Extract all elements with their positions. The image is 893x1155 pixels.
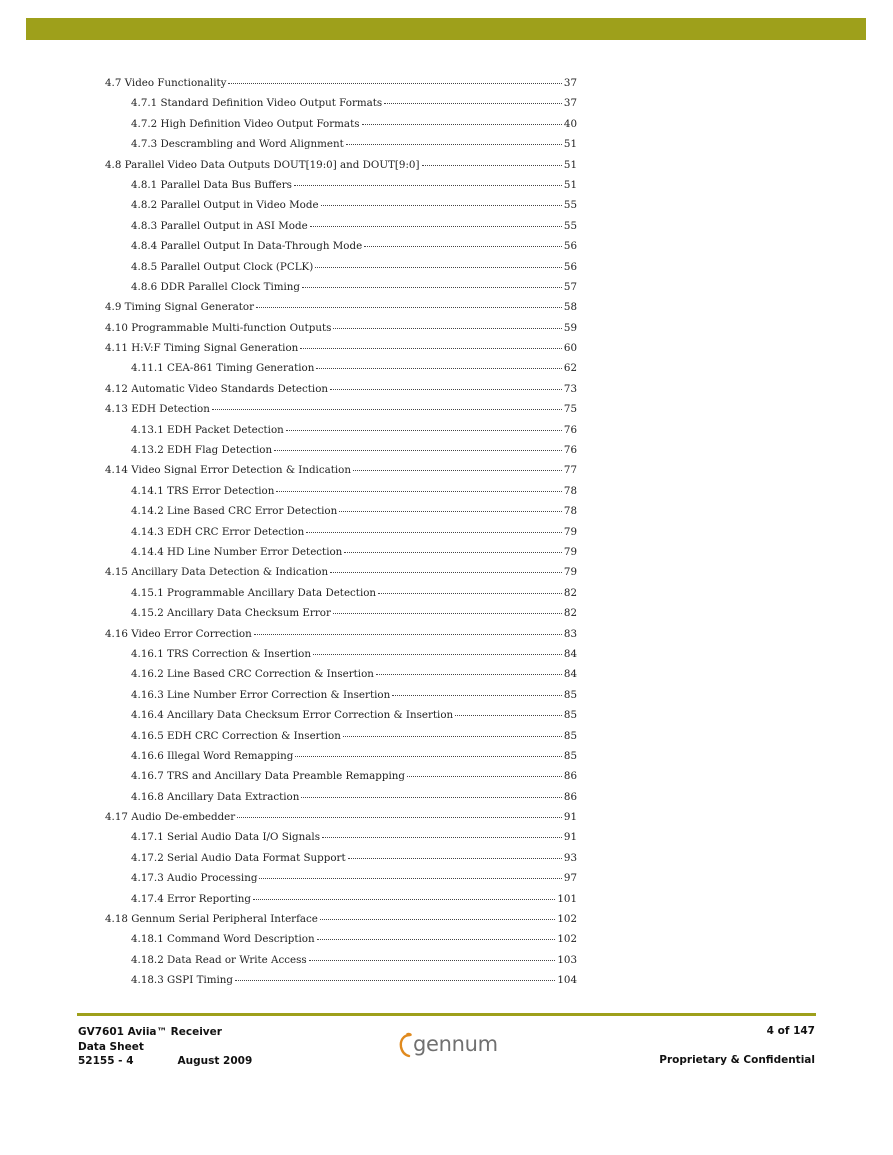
toc-entry-page: 37 xyxy=(563,77,577,89)
toc-entry-page: 103 xyxy=(557,953,577,966)
toc-entry-page: 85 xyxy=(563,688,577,701)
toc-entry-title: 4.16.5 EDH CRC Correction & Insertion xyxy=(131,729,341,742)
toc-entry[interactable] xyxy=(105,562,577,582)
toc-entry-page: 73 xyxy=(563,382,577,395)
toc-entry-title: 4.17 Audio De-embedder xyxy=(105,811,236,824)
toc-leader-dots xyxy=(333,612,562,614)
toc-entry-page: 102 xyxy=(557,933,577,946)
toc-leader-dots xyxy=(339,510,562,512)
toc-entry[interactable] xyxy=(105,522,577,542)
toc-leader-dots xyxy=(330,388,562,390)
toc-leader-dots xyxy=(254,633,562,635)
toc-entry-page: 84 xyxy=(563,647,577,660)
toc-entry[interactable] xyxy=(105,787,577,807)
toc-leader-dots xyxy=(316,367,562,369)
toc-entry-title: 4.8.5 Parallel Output Clock (PCLK) xyxy=(131,260,314,273)
toc-entry[interactable] xyxy=(105,807,577,827)
toc-entry[interactable] xyxy=(105,766,577,786)
toc-entry[interactable] xyxy=(105,501,577,521)
toc-entry[interactable] xyxy=(105,460,577,480)
toc-entry-title: 4.14.1 TRS Error Detection xyxy=(131,484,275,497)
toc-entry-title: 4.14.3 EDH CRC Error Detection xyxy=(131,525,305,538)
toc-leader-dots xyxy=(259,877,561,879)
toc-entry[interactable] xyxy=(105,583,577,603)
toc-leader-dots xyxy=(294,184,562,186)
toc-leader-dots xyxy=(362,123,562,125)
confidentiality-notice: Proprietary & Confidential xyxy=(659,1054,815,1066)
toc-leader-dots xyxy=(212,408,562,410)
toc-entry-page: 97 xyxy=(563,872,577,885)
toc-leader-dots xyxy=(330,571,562,573)
toc-entry[interactable] xyxy=(105,950,577,970)
toc-entry-title: 4.16.3 Line Number Error Correction & Insertion xyxy=(131,688,391,701)
toc-entry[interactable] xyxy=(105,481,577,501)
toc-leader-dots xyxy=(407,775,562,777)
doc-number: 52155 - 4 xyxy=(78,1055,134,1067)
toc-entry-page: 85 xyxy=(563,709,577,722)
toc-entry-title: 4.17.4 Error Reporting xyxy=(131,892,251,905)
toc-entry-page: 79 xyxy=(563,566,577,579)
toc-leader-dots xyxy=(321,204,562,206)
toc-leader-dots xyxy=(322,836,562,838)
header-bar xyxy=(26,18,866,40)
toc-entry-page: 91 xyxy=(563,811,577,824)
toc-entry-page: 51 xyxy=(563,158,577,171)
gennum-logo xyxy=(398,1030,498,1058)
toc-entry-title: 4.7.2 High Definition Video Output Formats xyxy=(131,117,360,130)
toc-entry-page: 58 xyxy=(563,301,577,314)
toc-entry-page: 91 xyxy=(563,831,577,844)
toc-entry-title: 4.7.1 Standard Definition Video Output Formats xyxy=(131,97,383,110)
toc-entry-page: 101 xyxy=(557,892,577,905)
toc-entry-title: 4.17.1 Serial Audio Data I/O Signals xyxy=(131,831,320,844)
toc-leader-dots xyxy=(344,551,562,553)
toc-entry[interactable] xyxy=(105,746,577,766)
toc-entry-page: 56 xyxy=(563,240,577,253)
toc-entry-page: 51 xyxy=(563,178,577,191)
toc-entry-title: 4.8.3 Parallel Output in ASI Mode xyxy=(131,219,308,232)
toc-entry-title: 4.8.2 Parallel Output in Video Mode xyxy=(131,199,319,212)
toc-entry-page: 78 xyxy=(563,484,577,497)
toc-entry-page: 93 xyxy=(563,851,577,864)
toc-leader-dots xyxy=(346,143,562,145)
toc-entry[interactable] xyxy=(105,726,577,746)
toc-entry-page: 59 xyxy=(563,321,577,334)
gennum-swirl-icon xyxy=(398,1032,412,1058)
toc-entry[interactable] xyxy=(105,603,577,623)
toc-entry-title: 4.16.1 TRS Correction & Insertion xyxy=(131,647,311,660)
toc-leader-dots xyxy=(276,490,562,492)
toc-leader-dots xyxy=(455,714,562,716)
toc-entry-title: 4.16 Video Error Correction xyxy=(105,627,252,640)
toc-entry[interactable] xyxy=(105,420,577,440)
toc-leader-dots xyxy=(422,164,562,166)
toc-entry-title: 4.15.1 Programmable Ancillary Data Detection xyxy=(131,586,377,599)
toc-leader-dots xyxy=(300,347,562,349)
toc-entry[interactable] xyxy=(105,379,577,399)
toc-entry-title: 4.18.1 Command Word Description xyxy=(131,933,315,946)
toc-leader-dots xyxy=(364,245,562,247)
toc-entry[interactable] xyxy=(105,236,577,256)
toc-entry-page: 56 xyxy=(563,260,577,273)
toc-entry-page: 57 xyxy=(563,280,577,293)
toc-entry[interactable] xyxy=(105,644,577,664)
toc-entry-title: 4.15.2 Ancillary Data Checksum Error xyxy=(131,607,331,620)
toc-leader-dots xyxy=(295,755,562,757)
toc-leader-dots xyxy=(384,102,562,104)
toc-entry[interactable] xyxy=(105,297,577,317)
toc-entry-title: 4.14.2 Line Based CRC Error Detection xyxy=(131,505,338,518)
toc-entry-page: 76 xyxy=(563,423,577,436)
toc-entry-page: 79 xyxy=(563,545,577,558)
toc-entry[interactable] xyxy=(105,277,577,297)
toc-leader-dots xyxy=(353,469,562,471)
toc-entry[interactable] xyxy=(105,929,577,949)
toc-entry[interactable] xyxy=(105,73,577,93)
toc-entry-page: 55 xyxy=(563,219,577,232)
toc-leader-dots xyxy=(392,694,562,696)
toc-entry-page: 82 xyxy=(563,586,577,599)
toc-leader-dots xyxy=(237,816,562,818)
toc-entry-page: 37 xyxy=(563,97,577,110)
toc-leader-dots xyxy=(256,306,562,308)
toc-entry[interactable] xyxy=(105,827,577,847)
toc-entry-title: 4.11.1 CEA-861 Timing Generation xyxy=(131,362,315,375)
toc-entry[interactable] xyxy=(105,440,577,460)
toc-entry-page: 102 xyxy=(557,913,577,926)
toc-leader-dots xyxy=(315,266,562,268)
toc-entry[interactable] xyxy=(105,358,577,378)
toc-entry[interactable] xyxy=(105,664,577,684)
toc-entry-title: 4.12 Automatic Video Standards Detection xyxy=(105,382,329,395)
toc-entry-title: 4.15 Ancillary Data Detection & Indication xyxy=(105,566,329,579)
toc-entry[interactable] xyxy=(105,195,577,215)
toc-entry-page: 55 xyxy=(563,199,577,212)
toc-entry[interactable] xyxy=(105,338,577,358)
toc-entry-title: 4.8.6 DDR Parallel Clock Timing xyxy=(131,280,301,293)
table-of-contents xyxy=(105,73,577,991)
toc-entry-page: 78 xyxy=(563,505,577,518)
toc-entry-title: 4.8.1 Parallel Data Bus Buffers xyxy=(131,178,292,191)
toc-entry-page: 83 xyxy=(563,627,577,640)
toc-entry-page: 86 xyxy=(563,770,577,783)
toc-entry-title: 4.18.3 GSPI Timing xyxy=(131,974,234,987)
toc-entry[interactable] xyxy=(105,175,577,195)
toc-entry-page: 51 xyxy=(563,138,577,151)
toc-entry-title: 4.16.7 TRS and Ancillary Data Preamble Remapping xyxy=(131,770,405,783)
toc-entry[interactable] xyxy=(105,542,577,562)
toc-entry[interactable] xyxy=(105,685,577,705)
toc-entry-title: 4.18 Gennum Serial Peripheral Interface xyxy=(105,913,318,926)
toc-entry-page: 104 xyxy=(557,974,577,987)
toc-leader-dots xyxy=(333,327,561,329)
toc-entry-page: 79 xyxy=(563,525,577,538)
doc-date: August 2009 xyxy=(177,1055,253,1067)
toc-entry-title: 4.17.3 Audio Processing xyxy=(131,872,258,885)
toc-entry[interactable] xyxy=(105,114,577,134)
toc-entry-page: 60 xyxy=(563,342,577,355)
toc-entry[interactable] xyxy=(105,257,577,277)
toc-leader-dots xyxy=(301,796,562,798)
product-name: GV7601 Aviia™ Receiver xyxy=(78,1026,222,1038)
toc-entry[interactable] xyxy=(105,624,577,644)
toc-leader-dots xyxy=(317,938,556,940)
toc-entry[interactable] xyxy=(105,705,577,725)
toc-entry-title: 4.17.2 Serial Audio Data Format Support xyxy=(131,851,346,864)
doc-type: Data Sheet xyxy=(78,1040,144,1053)
toc-entry[interactable] xyxy=(105,155,577,175)
toc-leader-dots xyxy=(286,429,562,431)
toc-entry-title: 4.14 Video Signal Error Detection & Indication xyxy=(105,464,352,477)
toc-entry[interactable] xyxy=(105,216,577,236)
toc-leader-dots xyxy=(306,531,562,533)
toc-entry[interactable] xyxy=(105,970,577,990)
toc-entry[interactable] xyxy=(105,848,577,868)
toc-entry[interactable] xyxy=(105,93,577,113)
toc-entry-page: 84 xyxy=(563,668,577,681)
toc-entry-title: 4.8 Parallel Video Data Outputs DOUT[19:0] and DOUT[9:0] xyxy=(105,158,420,171)
toc-leader-dots xyxy=(274,449,562,451)
toc-entry-title: 4.18.2 Data Read or Write Access xyxy=(131,953,307,966)
toc-entry-page: 40 xyxy=(563,117,577,130)
toc-leader-dots xyxy=(253,898,555,900)
toc-entry-title: 4.16.6 Illegal Word Remapping xyxy=(131,749,294,762)
footer-divider xyxy=(77,1013,816,1016)
toc-entry[interactable] xyxy=(105,134,577,154)
toc-entry-page: 77 xyxy=(563,464,577,477)
toc-entry-page: 76 xyxy=(563,444,577,457)
toc-entry-title: 4.14.4 HD Line Number Error Detection xyxy=(131,545,343,558)
logo-text: gennum xyxy=(413,1032,498,1056)
toc-entry[interactable] xyxy=(105,909,577,929)
toc-leader-dots xyxy=(235,979,555,981)
toc-leader-dots xyxy=(228,82,561,84)
toc-leader-dots xyxy=(313,653,562,655)
toc-leader-dots xyxy=(376,673,562,675)
page-number: 4 of 147 xyxy=(766,1025,815,1037)
footer-left xyxy=(78,1025,252,1069)
toc-entry[interactable] xyxy=(105,318,577,338)
toc-leader-dots xyxy=(310,225,562,227)
toc-entry-page: 82 xyxy=(563,607,577,620)
toc-entry-page: 75 xyxy=(563,403,577,416)
toc-entry-title: 4.13.1 EDH Packet Detection xyxy=(131,423,284,436)
toc-leader-dots xyxy=(320,918,555,920)
toc-entry-page: 86 xyxy=(563,790,577,803)
toc-leader-dots xyxy=(302,286,562,288)
toc-entry-title: 4.10 Programmable Multi-function Outputs xyxy=(105,321,332,334)
toc-entry-page: 62 xyxy=(563,362,577,375)
toc-leader-dots xyxy=(348,857,562,859)
toc-entry[interactable] xyxy=(105,889,577,909)
toc-leader-dots xyxy=(343,735,562,737)
toc-entry-title: 4.9 Timing Signal Generator xyxy=(105,301,255,314)
toc-entry-page: 85 xyxy=(563,729,577,742)
toc-entry-title: 4.8.4 Parallel Output In Data-Through Mode xyxy=(131,240,363,253)
toc-entry-page: 85 xyxy=(563,749,577,762)
toc-entry-title: 4.7.3 Descrambling and Word Alignment xyxy=(131,138,344,151)
toc-entry-title: 4.7 Video Functionality xyxy=(105,77,227,89)
toc-leader-dots xyxy=(378,592,562,594)
toc-leader-dots xyxy=(309,959,556,961)
toc-entry[interactable] xyxy=(105,868,577,888)
toc-entry[interactable] xyxy=(105,399,577,419)
toc-entry-title: 4.11 H:V:F Timing Signal Generation xyxy=(105,342,299,355)
toc-entry-title: 4.13.2 EDH Flag Detection xyxy=(131,444,273,457)
toc-entry-title: 4.16.2 Line Based CRC Correction & Insertion xyxy=(131,668,374,681)
toc-entry-title: 4.16.8 Ancillary Data Extraction xyxy=(131,790,300,803)
toc-entry-title: 4.16.4 Ancillary Data Checksum Error Correction & Insertion xyxy=(131,709,454,722)
toc-entry-title: 4.13 EDH Detection xyxy=(105,403,210,416)
